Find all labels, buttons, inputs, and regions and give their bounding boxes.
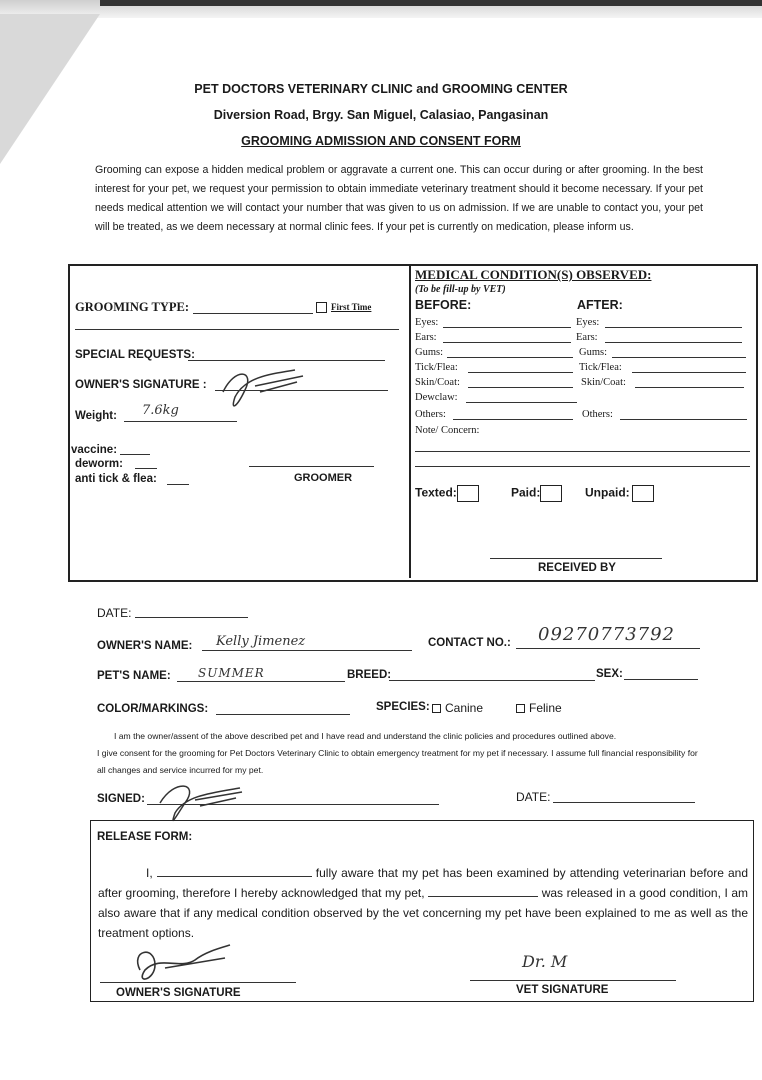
deworm-line[interactable] [135, 468, 157, 469]
texted-field[interactable] [415, 485, 479, 502]
medical-subtitle: (To be fill-up by VET) [415, 284, 506, 295]
consent-line-1: I am the owner/assent of the above described pet and I have read and understand the clinic policies and procedures outlined above. [114, 731, 617, 741]
before-eyes-line[interactable] [443, 327, 571, 328]
first-time-option[interactable] [316, 302, 371, 313]
release-text-a: fully aware that my pet has been examined by attending veterinarian before and after grooming, therefore I hereby acknowledged that my pet, [98, 866, 748, 900]
vaccine-label: vaccine: [71, 444, 118, 456]
release-i: I, [146, 866, 153, 880]
after-gums-line[interactable] [612, 357, 746, 358]
deworm-label: deworm: [75, 458, 123, 470]
release-text-b: was released in a good condition, I am also aware that if any medical condition observed by the vet concerning my pet have been explained to me as well as the treatment options. [98, 886, 748, 940]
after-others: Others: [582, 409, 613, 420]
release-owner-signature-label: OWNER'S SIGNATURE [116, 987, 241, 999]
before-ears-line[interactable] [443, 342, 571, 343]
before-tickflea: Tick/Flea: [415, 362, 458, 373]
scan-shadow [100, 0, 762, 6]
owner-signature-mark [215, 362, 310, 414]
owner-name-line[interactable] [202, 650, 412, 651]
breed-label: BREED: [347, 669, 392, 681]
after-skincoat: Skin/Coat: [581, 377, 626, 388]
medical-title: MEDICAL CONDITION(S) OBSERVED: [415, 267, 652, 282]
after-others-line[interactable] [620, 419, 747, 420]
paid-label: Paid: [511, 485, 541, 500]
box-divider [409, 266, 411, 578]
after-eyes: Eyes: [576, 317, 600, 328]
signed-label: SIGNED: [97, 793, 145, 805]
pet-name-label: PET'S NAME: [97, 670, 171, 682]
owner-name-value: Kelly Jimenez [216, 634, 306, 649]
unpaid-checkbox[interactable] [632, 485, 654, 502]
consent-line-2: I give consent for the grooming for Pet Doctors Veterinary Clinic to obtain emergency treatment for my pet if necessary. I assume full financial responsibility for all changes and service incurred for my pet. [97, 748, 698, 775]
vet-signature-value: Dr. M [522, 952, 568, 971]
clinic-address: Diversion Road, Brgy. San Miguel, Calasiao, Pangasinan [213, 108, 549, 122]
antitick-label: anti tick & flea: [75, 473, 157, 485]
consent-date-line[interactable] [553, 802, 695, 803]
intro-paragraph: Grooming can expose a hidden medical problem or aggravate a current one. This can occur during or after grooming. In the best interest for your pet, we request your permission to obtain immediate veterinary treatment should it become necessary. If your pet needs medical attention we will contact your number that was given to us on admission. If we are unable to contact you, your pet will be treated, as we deem necessary at normal clinic fees. If your pet is currently on medication, please inform us. [95, 164, 703, 233]
first-time-label: First Time [331, 302, 372, 312]
before-others-line[interactable] [453, 419, 573, 420]
grooming-type-label: GROOMING TYPE: [75, 300, 190, 314]
color-markings-line[interactable] [216, 714, 350, 715]
weight-label: Weight: [75, 410, 117, 422]
contact-value: 09270773792 [538, 624, 675, 645]
before-gums-line[interactable] [447, 357, 573, 358]
antitick-line[interactable] [167, 484, 189, 485]
note-concern-label: Note/ Concern: [415, 425, 480, 436]
sex-label: SEX: [596, 668, 623, 680]
release-pet-blank[interactable] [428, 884, 538, 897]
date-label: DATE: [97, 606, 132, 620]
release-paragraph [98, 863, 748, 943]
owner-signature-label: OWNER'S SIGNATURE : [75, 379, 207, 391]
clinic-name: PET DOCTORS VETERINARY CLINIC and GROOMING CENTER [194, 82, 568, 96]
special-requests-line[interactable] [188, 360, 385, 361]
note-line-1[interactable] [415, 451, 750, 452]
species-label: SPECIES: [376, 701, 430, 713]
grooming-type-line[interactable] [193, 313, 313, 314]
before-skincoat: Skin/Coat: [415, 377, 460, 388]
owner-name-label: OWNER'S NAME: [97, 640, 193, 652]
contact-label: CONTACT NO.: [428, 637, 511, 649]
after-tickflea: Tick/Flea: [579, 362, 622, 373]
feline-checkbox[interactable] [516, 704, 525, 713]
pet-name-value: SUMMER [198, 666, 265, 680]
before-eyes: Eyes: [415, 317, 439, 328]
groomer-line[interactable] [249, 466, 374, 467]
feline-option[interactable] [516, 701, 562, 715]
grooming-type-line-2[interactable] [75, 329, 399, 330]
paid-checkbox[interactable] [540, 485, 562, 502]
before-dewclaw-line[interactable] [466, 402, 577, 403]
before-dewclaw: Dewclaw: [415, 392, 458, 403]
unpaid-field[interactable] [585, 485, 654, 502]
release-title: RELEASE FORM: [97, 831, 193, 843]
paid-field[interactable] [511, 485, 562, 502]
before-skincoat-line[interactable] [468, 387, 573, 388]
before-label: BEFORE: [415, 298, 472, 312]
after-eyes-line[interactable] [605, 327, 742, 328]
canine-checkbox[interactable] [432, 704, 441, 713]
received-by-line[interactable] [490, 558, 662, 559]
consent-date-label: DATE: [516, 790, 551, 804]
release-name-blank[interactable] [157, 864, 312, 877]
received-by-label: RECEIVED BY [538, 562, 616, 574]
vet-signature-line[interactable] [470, 980, 676, 981]
after-ears-line[interactable] [605, 342, 742, 343]
after-ears: Ears: [576, 332, 598, 343]
after-tickflea-line[interactable] [632, 372, 746, 373]
breed-line[interactable] [389, 680, 595, 681]
first-time-checkbox[interactable] [316, 302, 327, 313]
after-gums: Gums: [579, 347, 608, 358]
before-ears: Ears: [415, 332, 437, 343]
texted-label: Texted: [415, 485, 457, 500]
sex-line[interactable] [624, 679, 698, 680]
owner-signature-release-line[interactable] [100, 982, 296, 983]
date-line[interactable] [135, 617, 248, 618]
unpaid-label: Unpaid: [585, 485, 630, 500]
after-label: AFTER: [577, 298, 623, 312]
weight-line[interactable] [124, 421, 237, 422]
before-others: Others: [415, 409, 446, 420]
note-line-2[interactable] [415, 466, 750, 467]
before-gums: Gums: [415, 347, 444, 358]
special-requests-label: SPECIAL REQUESTS: [75, 349, 195, 361]
texted-checkbox[interactable] [457, 485, 479, 502]
form-title: GROOMING ADMISSION AND CONSENT FORM [241, 134, 521, 148]
before-tickflea-line[interactable] [468, 372, 573, 373]
pet-name-line[interactable] [177, 681, 345, 682]
canine-label: Canine [445, 701, 484, 715]
canine-option[interactable] [432, 701, 483, 715]
feline-label: Feline [529, 701, 562, 715]
weight-value: 7.6kg [142, 403, 179, 418]
vet-signature-label: VET SIGNATURE [516, 984, 609, 996]
after-skincoat-line[interactable] [635, 387, 744, 388]
color-markings-label: COLOR/MARKINGS: [97, 703, 209, 715]
groomer-label: GROOMER [294, 472, 353, 484]
vaccine-line[interactable] [120, 454, 150, 455]
contact-line[interactable] [516, 648, 700, 649]
